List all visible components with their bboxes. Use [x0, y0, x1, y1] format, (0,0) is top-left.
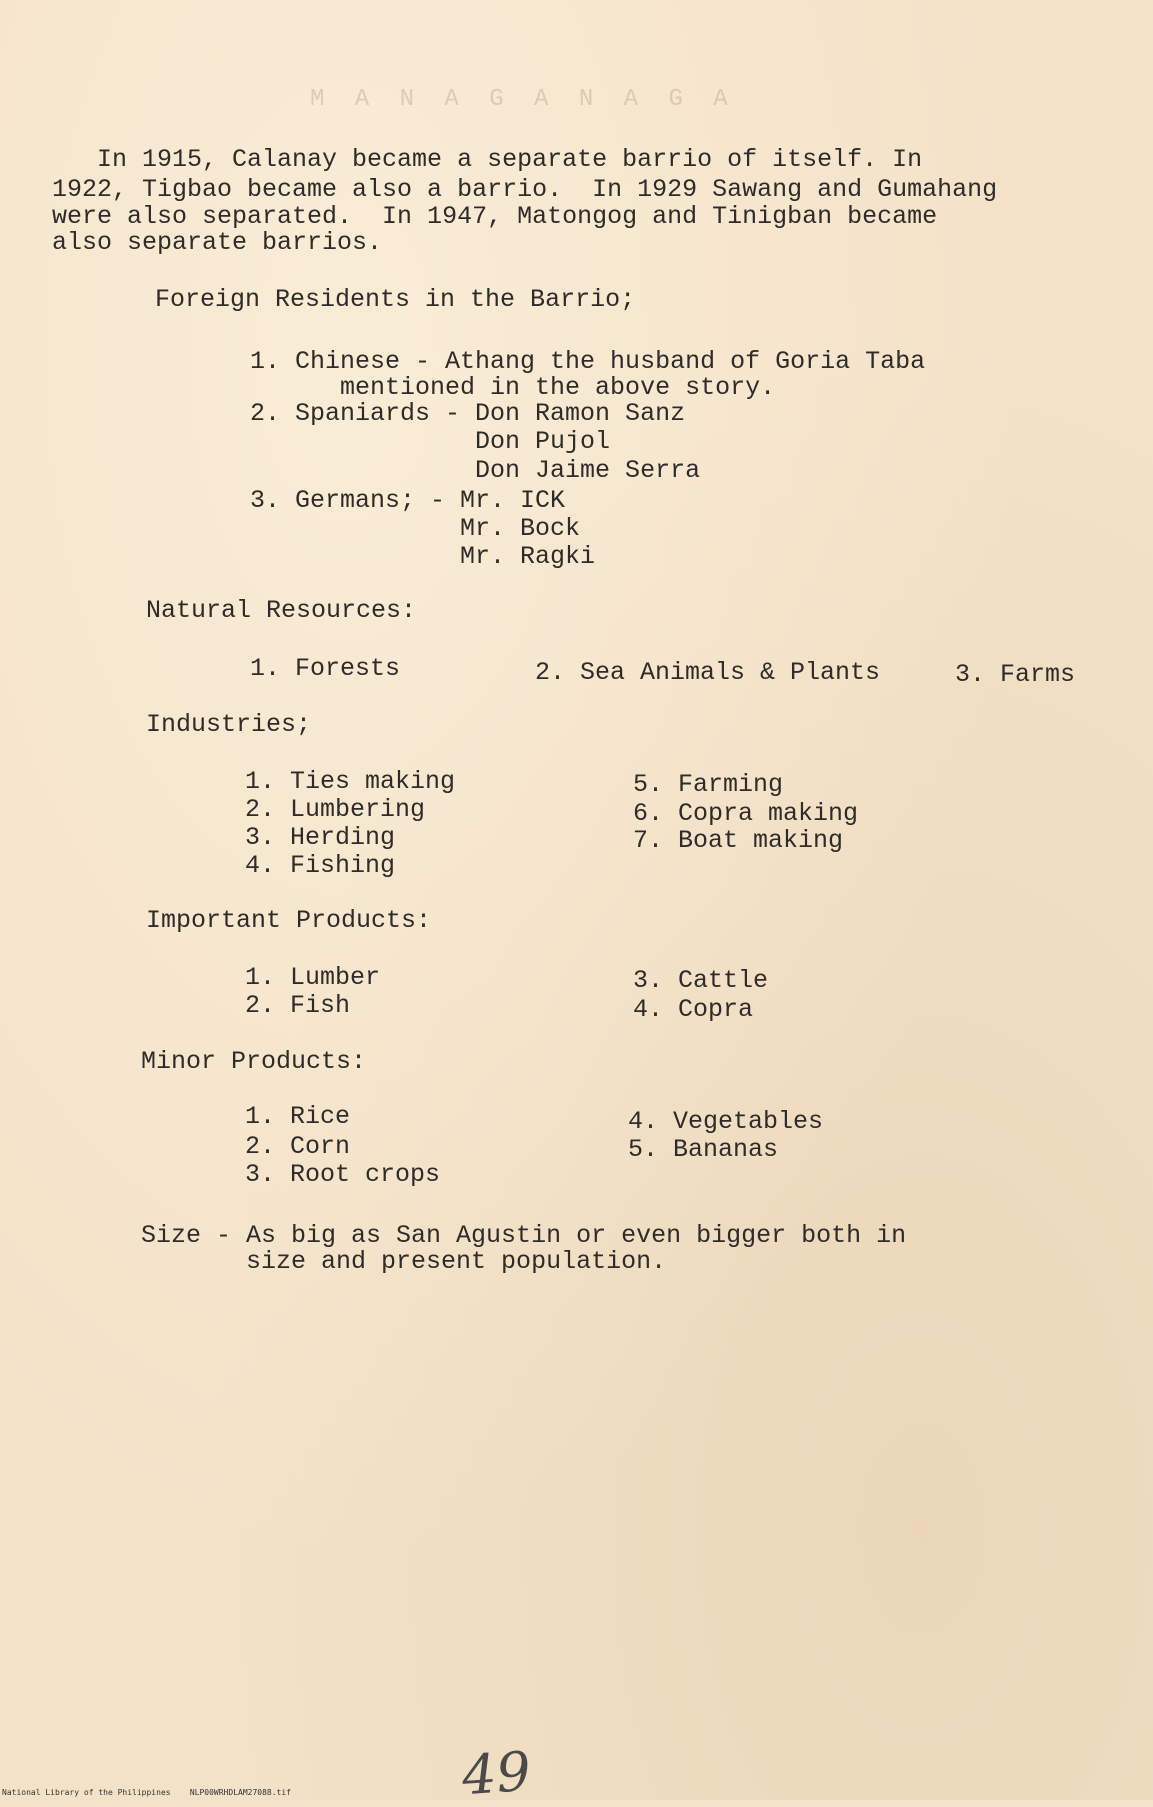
foreign-residents-heading: Foreign Residents in the Barrio; [155, 285, 636, 314]
foreign-residents-line: Don Pujol [250, 427, 611, 456]
bleed-through-heading: M A N A G A N A G A [310, 86, 736, 113]
handwritten-page-number: 49 [459, 1739, 533, 1807]
foreign-residents-line: Mr. Ragki [250, 542, 596, 571]
size-line-1: Size - As big as San Agustin or even bigger both in [141, 1221, 907, 1250]
important-products-item: 2. Fish [245, 991, 351, 1020]
industries-item: 6. Copra making [633, 799, 859, 828]
foreign-residents-line: mentioned in the above story. [250, 373, 776, 402]
minor-products-item: 5. Bananas [628, 1135, 779, 1164]
minor-products-heading: Minor Products: [141, 1047, 367, 1076]
size-line-2: size and present population. [141, 1247, 667, 1276]
natural-resources-heading: Natural Resources: [146, 596, 417, 625]
foreign-residents-line: 1. Chinese - Athang the husband of Goria Taba [250, 347, 926, 376]
intro-line-1: In 1915, Calanay became a separate barrio of itself. In [52, 145, 923, 174]
important-products-item: 3. Cattle [633, 966, 769, 995]
minor-products-item: 4. Vegetables [628, 1107, 824, 1136]
natural-resources-item: 2. Sea Animals & Plants [535, 658, 881, 687]
foreign-residents-line: Mr. Bock [250, 514, 581, 543]
industries-item: 7. Boat making [633, 826, 844, 855]
foreign-residents-line: Don Jaime Serra [250, 456, 701, 485]
foreign-residents-line: 2. Spaniards - Don Ramon Sanz [250, 399, 686, 428]
minor-products-item: 2. Corn [245, 1132, 351, 1161]
important-products-heading: Important Products: [146, 906, 432, 935]
industries-item: 5. Farming [633, 770, 784, 799]
foreign-residents-line: 3. Germans; - Mr. ICK [250, 486, 566, 515]
intro-line-2: 1922, Tigbao became also a barrio. In 1929 Sawang and Gumahang [52, 175, 998, 204]
natural-resources-item: 3. Farms [955, 660, 1076, 689]
industries-heading: Industries; [146, 710, 312, 739]
industries-item: 1. Ties making [245, 767, 456, 796]
industries-item: 2. Lumbering [245, 795, 426, 824]
important-products-item: 1. Lumber [245, 963, 381, 992]
intro-line-3: were also separated. In 1947, Matongog and Tinigban became [52, 202, 938, 231]
minor-products-item: 3. Root crops [245, 1160, 441, 1189]
minor-products-item: 1. Rice [245, 1102, 351, 1131]
industries-item: 4. Fishing [245, 851, 396, 880]
important-products-item: 4. Copra [633, 995, 754, 1024]
scan-footer: National Library of the Philippines NLP00WRHDLAM27088.tif [2, 1788, 291, 1797]
industries-item: 3. Herding [245, 823, 396, 852]
natural-resources-item: 1. Forests [250, 654, 401, 683]
intro-line-4: also separate barrios. [52, 228, 383, 257]
